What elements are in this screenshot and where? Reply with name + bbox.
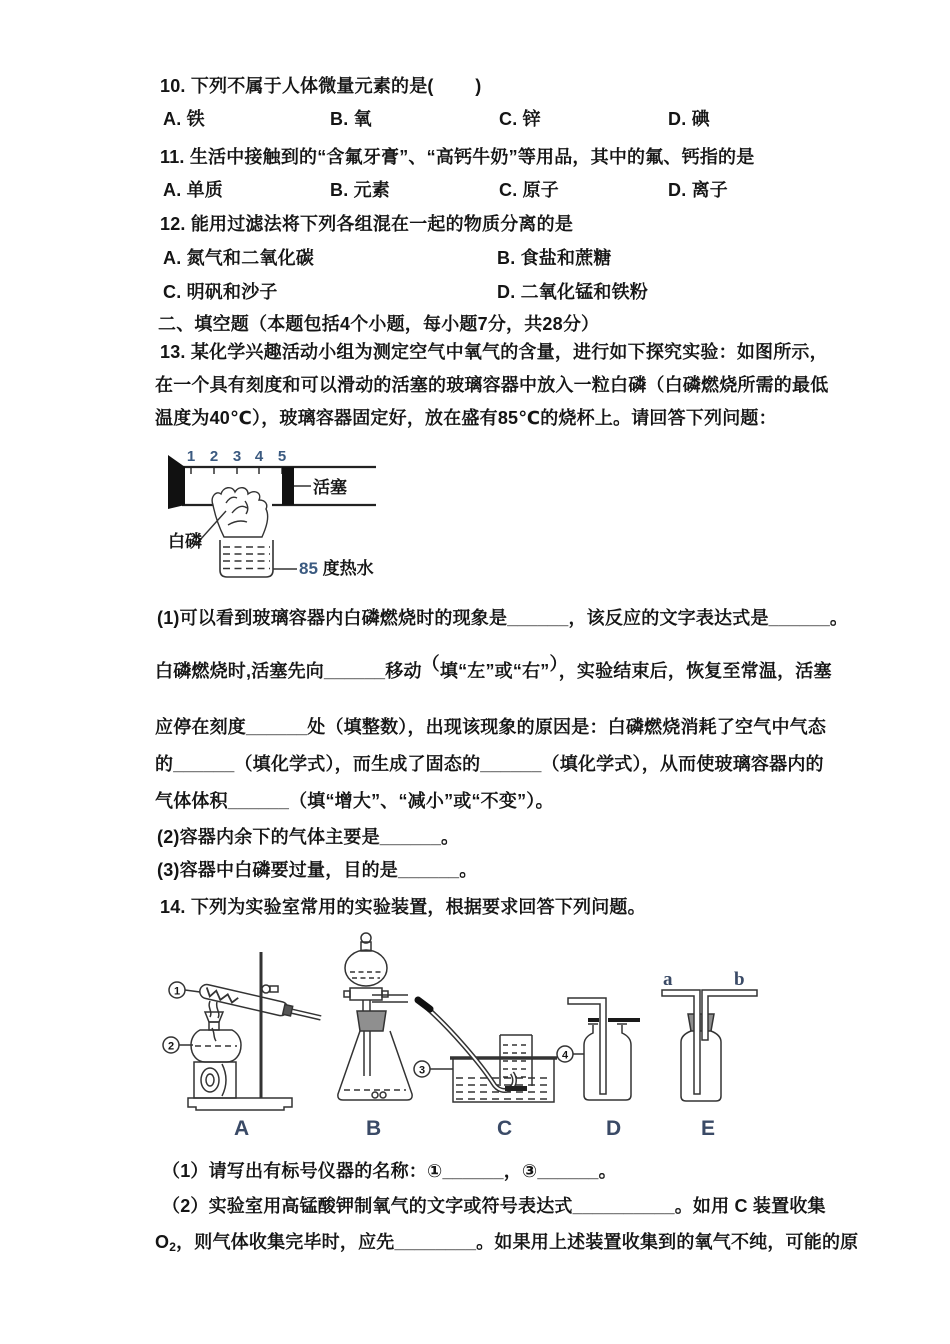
- q13-stem-line2: 在一个具有刻度和可以滑动的活塞的玻璃容器中放入一粒白磷（白磷燃烧所需的最低: [155, 375, 829, 395]
- gas-bottle: [584, 1025, 631, 1100]
- apparatus-e: [662, 990, 757, 1101]
- white-phosphorus-flame: [212, 488, 267, 537]
- scale-4: 4: [254, 448, 264, 465]
- stopcock: [350, 988, 382, 1000]
- q12-stem: 12. 能用过滤法将下列各组混在一起的物质分离的是: [160, 214, 574, 234]
- q10-option-c: C. 锌: [499, 109, 541, 129]
- oxygen-symbol: O: [155, 1232, 170, 1252]
- q13-l2-post: ，实验结束后，恢复至常温，活塞: [558, 661, 832, 681]
- label-e: E: [701, 1117, 716, 1140]
- port-a-label: a: [663, 969, 673, 990]
- q11-option-d: D. 离子: [668, 180, 729, 200]
- beaker: [220, 540, 273, 577]
- q14-apparatus-diagram: [160, 928, 770, 1143]
- piston-label: 活塞: [313, 478, 347, 497]
- flask-solid-1: [372, 1092, 378, 1098]
- lamp-neck: [209, 1022, 219, 1030]
- q13-part3: (3)容器中白磷要过量，目的是______。: [157, 860, 478, 880]
- q14-part2-line1: （2）实验室用高锰酸钾制氧气的文字或符号表达式__________。如用 C 装置收集: [162, 1196, 826, 1216]
- q12-option-c: C. 明矾和沙子: [163, 282, 278, 302]
- callout-2-number: 2: [167, 1040, 175, 1053]
- label-c: C: [497, 1117, 513, 1140]
- q13-l2-paren-open: （: [421, 654, 440, 674]
- q10-option-b: B. 氧: [330, 109, 372, 129]
- flask-solid-2: [380, 1092, 386, 1098]
- q10-option-a: A. 铁: [163, 109, 205, 129]
- q13-l2-pre: 白磷燃烧时,活塞先向______移动: [155, 661, 422, 681]
- q13-l2-mid: 填“左”或“右”: [439, 661, 550, 681]
- tube-rubber-tip: [418, 1000, 430, 1009]
- callout-1-number: 1: [173, 985, 181, 998]
- q14-stem: 14. 下列为实验室常用的实验装置，根据要求回答下列问题。: [160, 897, 646, 917]
- apparatus-d: [557, 998, 640, 1100]
- q11-option-c: C. 原子: [499, 180, 560, 200]
- apparatus-letters: [234, 1117, 715, 1140]
- scale-2: 2: [209, 448, 219, 465]
- q14-part2-line2-rest: ，则气体收集完毕时，应先________。如果用上述装置收集到的氧气不纯，可能的原: [176, 1232, 859, 1252]
- callout-4-number: 4: [561, 1049, 569, 1062]
- scale-5: 5: [277, 448, 287, 465]
- hot-water-label: [299, 558, 374, 578]
- cylinder-water: [503, 1045, 529, 1077]
- q12-option-a: A. 氮气和二氧化碳: [163, 248, 315, 268]
- callout-1-leader: [185, 990, 200, 992]
- q14-part2-line2: [155, 1231, 858, 1258]
- q13-part1-line4: 的______（填化学式），而生成了固态的______（填化学式），从而使玻璃容器内的: [155, 754, 824, 774]
- cylinder-mouth-shadow: [505, 1086, 527, 1091]
- flame: [209, 1001, 219, 1018]
- piston: [282, 467, 294, 505]
- q14-part1: （1）请写出有标号仪器的名称：①______，③______。: [162, 1161, 617, 1181]
- d-delivery-tube: [568, 998, 606, 1094]
- q13-l2-paren-close: ）: [549, 654, 559, 674]
- wood-grain-arc: [222, 1064, 226, 1096]
- oxygen-subscript: 2: [169, 1240, 177, 1254]
- scale-3: 3: [232, 448, 242, 465]
- apparatus-a: [163, 952, 322, 1110]
- q13-part1-line3: 应停在刻度______处（填整数），出现该现象的原因是：白磷燃烧消耗了空气中气态: [155, 717, 827, 737]
- q13-part1-line5: 气体体积______（填“增大”、“减小”或“不变”）。: [155, 791, 554, 811]
- separating-funnel-bulb: [345, 950, 387, 986]
- port-b-label: b: [734, 969, 745, 990]
- hot-water: [223, 547, 270, 569]
- q12-option-b: B. 食盐和蔗糖: [497, 248, 612, 268]
- wood-grain-outer: [201, 1068, 219, 1092]
- wood-grain-inner: [206, 1074, 214, 1086]
- label-a: A: [234, 1117, 250, 1140]
- q13-stem-line1: 13. 某化学兴趣活动小组为测定空气中氧气的含量，进行如下探究实验：如图所示，: [160, 342, 828, 362]
- section2-title: 二、填空题（本题包括4个小题，每小题7分，共28分）: [158, 314, 600, 334]
- callout-3-number: 3: [418, 1064, 426, 1077]
- hot-water-text: 度热水: [317, 559, 374, 578]
- q13-piston-tube-diagram: [160, 443, 400, 593]
- q12-option-d: D. 二氧化锰和铁粉: [497, 282, 649, 302]
- q11-option-b: B. 元素: [330, 180, 391, 200]
- q13-part2: (2)容器内余下的气体主要是______。: [157, 827, 460, 847]
- water-trough: [453, 1058, 554, 1102]
- q13-part1-line2: [155, 654, 832, 682]
- stopcock-knob-left: [344, 991, 350, 997]
- q10-option-d: D. 碘: [668, 109, 710, 129]
- clamp-bolt: [262, 985, 270, 993]
- flask-stopper: [357, 1011, 386, 1031]
- hot-water-temp: 85: [299, 559, 318, 578]
- lamp-cap: [205, 1012, 223, 1022]
- washing-bottle: [681, 1031, 721, 1101]
- phosphorus-label: 白磷: [168, 532, 202, 551]
- tube-scale-numbers: [187, 448, 286, 465]
- q11-option-a: A. 单质: [163, 180, 224, 200]
- label-b: B: [366, 1117, 382, 1140]
- q11-stem: 11. 生活中接触到的“含氟牙膏”、“高钙牛奶”等用品，其中的氟、钙指的是: [160, 147, 755, 167]
- clamp-wingnut: [270, 986, 278, 992]
- apparatus-c: [414, 1000, 557, 1102]
- apparatus-b: [338, 933, 412, 1100]
- q10-stem: 10. 下列不属于人体微量元素的是( ): [160, 76, 482, 96]
- scale-1: 1: [186, 448, 196, 465]
- q13-stem-line3: 温度为40℃），玻璃容器固定好，放在盛有85℃的烧杯上。请回答下列问题：: [155, 408, 777, 428]
- tube-sealed-end: [168, 455, 185, 509]
- q13-part1-line1: (1)可以看到玻璃容器内白磷燃烧时的现象是______，该反应的文字表达式是______。: [157, 608, 849, 628]
- label-d: D: [606, 1117, 622, 1140]
- stopcock-knob-right: [382, 991, 388, 997]
- tube-stopper: [283, 1004, 293, 1016]
- washing-bottle-stopper: [688, 1014, 714, 1031]
- stand-base: [188, 1098, 292, 1110]
